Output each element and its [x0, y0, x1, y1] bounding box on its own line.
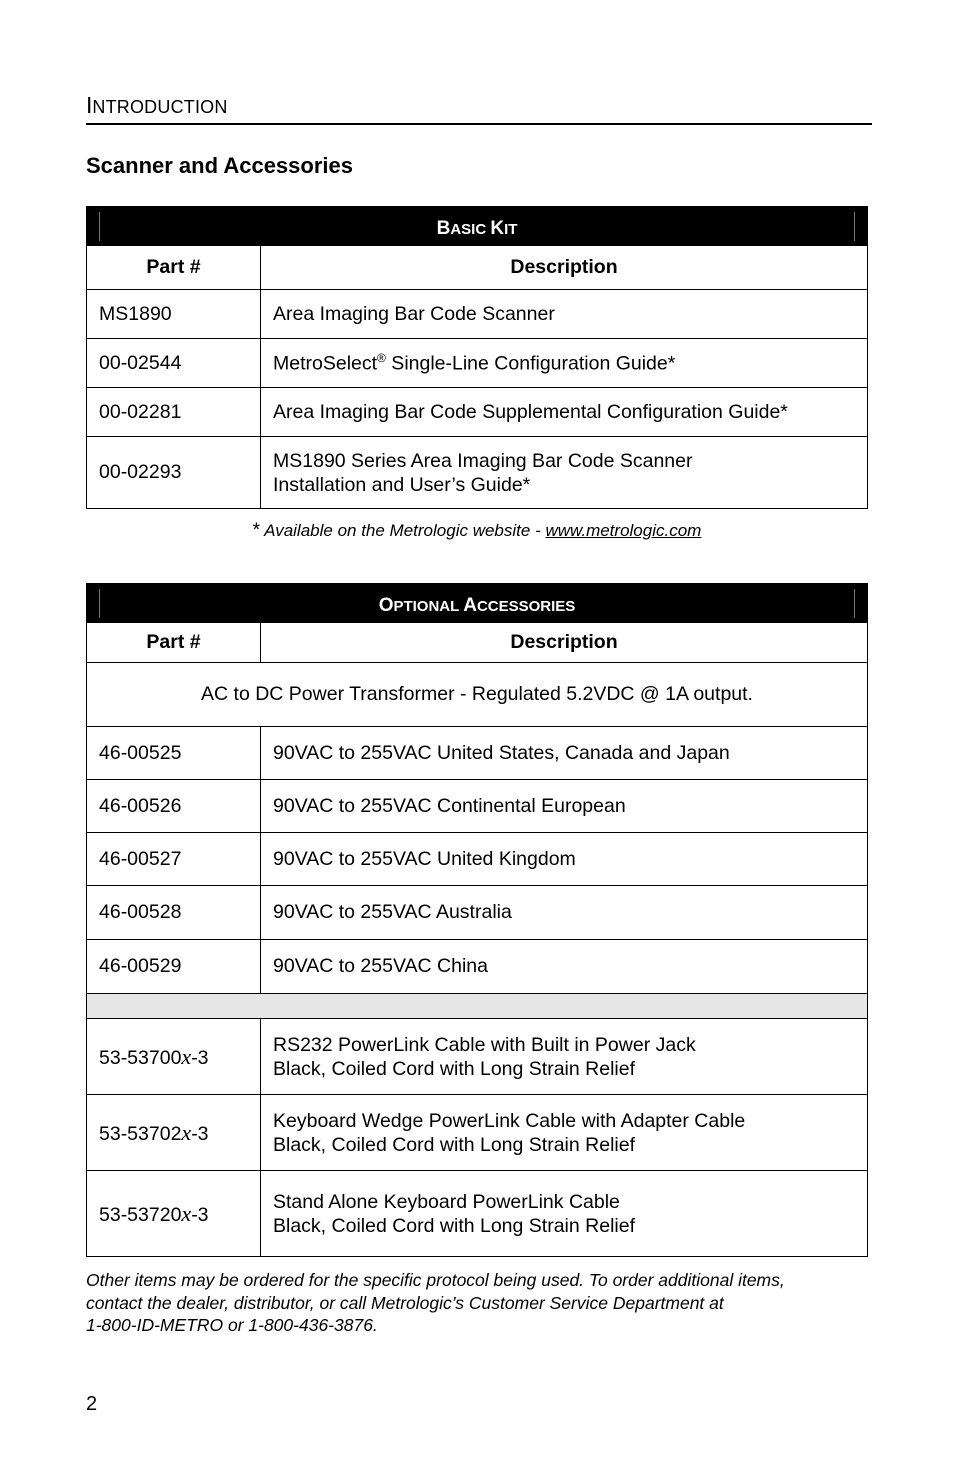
transformer-heading: AC to DC Power Transformer - Regulated 5.2VDC @ 1A output. — [87, 663, 868, 727]
table-row — [87, 780, 868, 833]
banner-title: BASIC KIT — [99, 212, 855, 241]
table-row — [87, 1019, 868, 1095]
variant-placeholder: x — [181, 1119, 192, 1145]
part-number: 46-00528 — [87, 886, 261, 940]
table-row — [87, 1171, 868, 1257]
part-number: 53-53700x-3 — [87, 1019, 261, 1095]
header-title-rest: NTRODUCTION — [92, 97, 228, 117]
basic-kit-banner — [87, 207, 868, 246]
part-description: Keyboard Wedge PowerLink Cable with Adapter Cable Black, Coiled Cord with Long Strain Relief — [261, 1095, 868, 1171]
availability-note: * Available on the Metrologic website - www.metrologic.com — [252, 520, 702, 541]
page-header — [86, 92, 872, 125]
table-header-row — [87, 623, 868, 663]
table-row — [87, 290, 868, 339]
table-row — [87, 940, 868, 994]
transformer-heading-row — [87, 663, 868, 727]
part-description: 90VAC to 255VAC United States, Canada and Japan — [261, 727, 868, 780]
variant-placeholder: x — [181, 1200, 192, 1226]
table-spacer-row — [87, 994, 868, 1019]
part-description: Stand Alone Keyboard PowerLink Cable Black, Coiled Cord with Long Strain Relief — [261, 1171, 868, 1257]
part-number: 00-02293 — [87, 437, 261, 509]
table-row — [87, 437, 868, 509]
part-number: 00-02281 — [87, 388, 261, 437]
part-number: 53-53702x-3 — [87, 1095, 261, 1171]
registered-mark: ® — [377, 350, 386, 365]
part-number: 46-00527 — [87, 833, 261, 886]
header-title-initial: I — [86, 92, 93, 118]
part-description: 90VAC to 255VAC Continental European — [261, 780, 868, 833]
table-header-row — [87, 246, 868, 290]
part-number: 46-00526 — [87, 780, 261, 833]
table-row — [87, 833, 868, 886]
part-description: RS232 PowerLink Cable with Built in Power Jack Black, Coiled Cord with Long Strain Relief — [261, 1019, 868, 1095]
optional-accessories-banner — [87, 584, 868, 623]
part-number: 53-53720x-3 — [87, 1171, 261, 1257]
part-number: 00-02544 — [87, 339, 261, 388]
table-row — [87, 886, 868, 940]
part-description: 90VAC to 255VAC China — [261, 940, 868, 994]
part-number: MS1890 — [87, 290, 261, 339]
part-description: MetroSelect® Single-Line Configuration Guide* — [261, 339, 868, 388]
table-row — [87, 339, 868, 388]
page-number: 2 — [86, 1393, 98, 1415]
basic-kit-table — [86, 206, 868, 509]
table-row — [87, 388, 868, 437]
column-header-description: Description — [261, 623, 868, 663]
website-link[interactable]: www.metrologic.com — [545, 521, 702, 540]
part-number: 46-00525 — [87, 727, 261, 780]
table-row — [87, 727, 868, 780]
part-description: Area Imaging Bar Code Scanner — [261, 290, 868, 339]
part-description: 90VAC to 255VAC Australia — [261, 886, 868, 940]
part-description: 90VAC to 255VAC United Kingdom — [261, 833, 868, 886]
section-title: Scanner and Accessories — [86, 153, 353, 178]
column-header-part: Part # — [87, 246, 261, 290]
part-description: Area Imaging Bar Code Supplemental Configuration Guide* — [261, 388, 868, 437]
table-row — [87, 1095, 868, 1171]
part-description: MS1890 Series Area Imaging Bar Code Scanner Installation and User’s Guide* — [261, 437, 868, 509]
column-header-description: Description — [261, 246, 868, 290]
variant-placeholder: x — [181, 1043, 192, 1069]
column-header-part: Part # — [87, 623, 261, 663]
ordering-footnote: Other items may be ordered for the specific protocol being used. To order additional items, contact the dealer, distributor, or call Metrologic’s Customer Service Department at 1-800-ID-METRO or 1-800-436-3876. — [86, 1270, 785, 1335]
part-number: 46-00529 — [87, 940, 261, 994]
optional-accessories-table — [86, 583, 868, 1257]
banner-title: OPTIONAL ACCESSORIES — [99, 589, 855, 618]
